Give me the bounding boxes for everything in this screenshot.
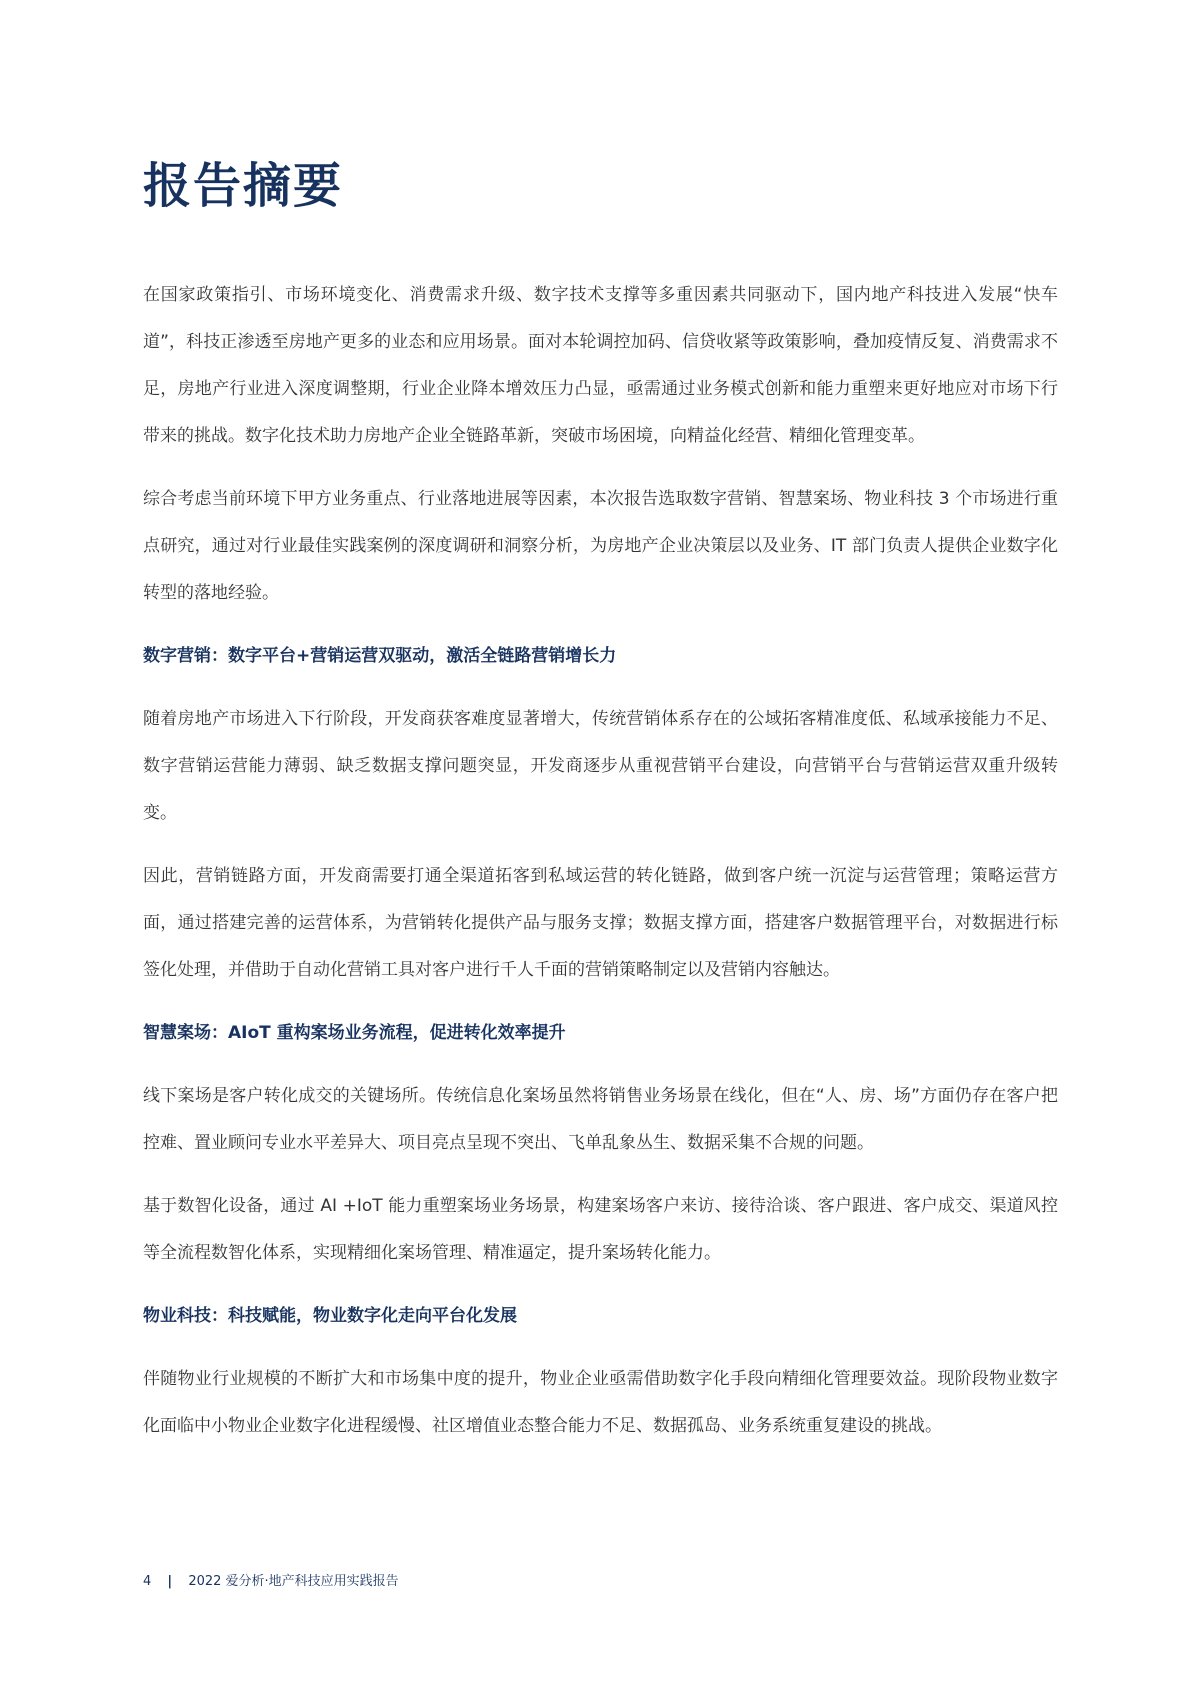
section-heading-property-tech: 物业科技：科技赋能，物业数字化走向平台化发展 [143, 1306, 517, 1326]
intro-paragraph-2: 综合考虑当前环境下甲方业务重点、行业落地进展等因素，本次报告选取数字营销、智慧案场、物业科技 3 个市场进行重点研究，通过对行业最佳实践案例的深度调研和洞察分析，为房地产企业决策层以及业务、IT 部门负责人提供企业数字化转型的落地经验。 [143, 489, 1058, 603]
page-title: 报告摘要 [143, 158, 344, 214]
section-heading-digital-marketing: 数字营销：数字平台+营销运营双驱动，激活全链路营销增长力 [143, 646, 617, 666]
section-heading-smart-sales-office: 智慧案场：AIoT 重构案场业务流程，促进转化效率提升 [143, 1023, 566, 1043]
report-content [143, 272, 1058, 1466]
section-smart-sales-office [143, 1010, 1058, 1277]
digital-marketing-paragraph-1: 随着房地产市场进入下行阶段，开发商获客难度显著增大，传统营销体系存在的公域拓客精准度低、私域承接能力不足、数字营销运营能力薄弱、缺乏数据支撑问题突显，开发商逐步从重视营销平台建设，向营销平台与营销运营双重升级转变。 [143, 709, 1058, 823]
digital-marketing-paragraph-2: 因此，营销链路方面，开发商需要打通全渠道拓客到私域运营的转化链路，做到客户统一沉淀与运营管理；策略运营方面，通过搭建完善的运营体系，为营销转化提供产品与服务支撑；数据支撑方面，搭建客户数据管理平台，对数据进行标签化处理，并借助于自动化营销工具对客户进行千人千面的营销策略制定以及营销内容触达。 [143, 866, 1058, 980]
footer-separator: | [167, 1574, 173, 1589]
section-property-tech [143, 1293, 1058, 1450]
smart-sales-office-paragraph-2: 基于数智化设备，通过 AI +IoT 能力重塑案场业务场景，构建案场客户来访、接待洽谈、客户跟进、客户成交、渠道风控等全流程数智化体系，实现精细化案场管理、精准逼定，提升案场转化能力。 [143, 1196, 1058, 1263]
section-digital-marketing [143, 633, 1058, 994]
property-tech-paragraph-1: 伴随物业行业规模的不断扩大和市场集中度的提升，物业企业亟需借助数字化手段向精细化管理要效益。现阶段物业数字化面临中小物业企业数字化进程缓慢、社区增值业态整合能力不足、数据孤岛、业务系统重复建设的挑战。 [143, 1369, 1058, 1436]
page-footer [143, 1572, 399, 1592]
smart-sales-office-paragraph-1: 线下案场是客户转化成交的关键场所。传统信息化案场虽然将销售业务场景在线化，但在“人、房、场”方面仍存在客户把控难、置业顾问专业水平差异大、项目亮点呈现不突出、飞单乱象丛生、数据采集不合规的问题。 [143, 1086, 1058, 1153]
intro-paragraph-1: 在国家政策指引、市场环境变化、消费需求升级、数字技术支撑等多重因素共同驱动下，国内地产科技进入发展“快车道”，科技正渗透至房地产更多的业态和应用场景。面对本轮调控加码、信贷收紧等政策影响，叠加疫情反复、消费需求不足，房地产行业进入深度调整期，行业企业降本增效压力凸显，亟需通过业务模式创新和能力重塑来更好地应对市场下行带来的挑战。数字化技术助力房地产企业全链路革新，突破市场困境，向精益化经营、精细化管理变革。 [143, 285, 1058, 446]
report-name: 2022 爱分析·地产科技应用实践报告 [188, 1574, 399, 1589]
page-number: 4 [143, 1574, 152, 1589]
